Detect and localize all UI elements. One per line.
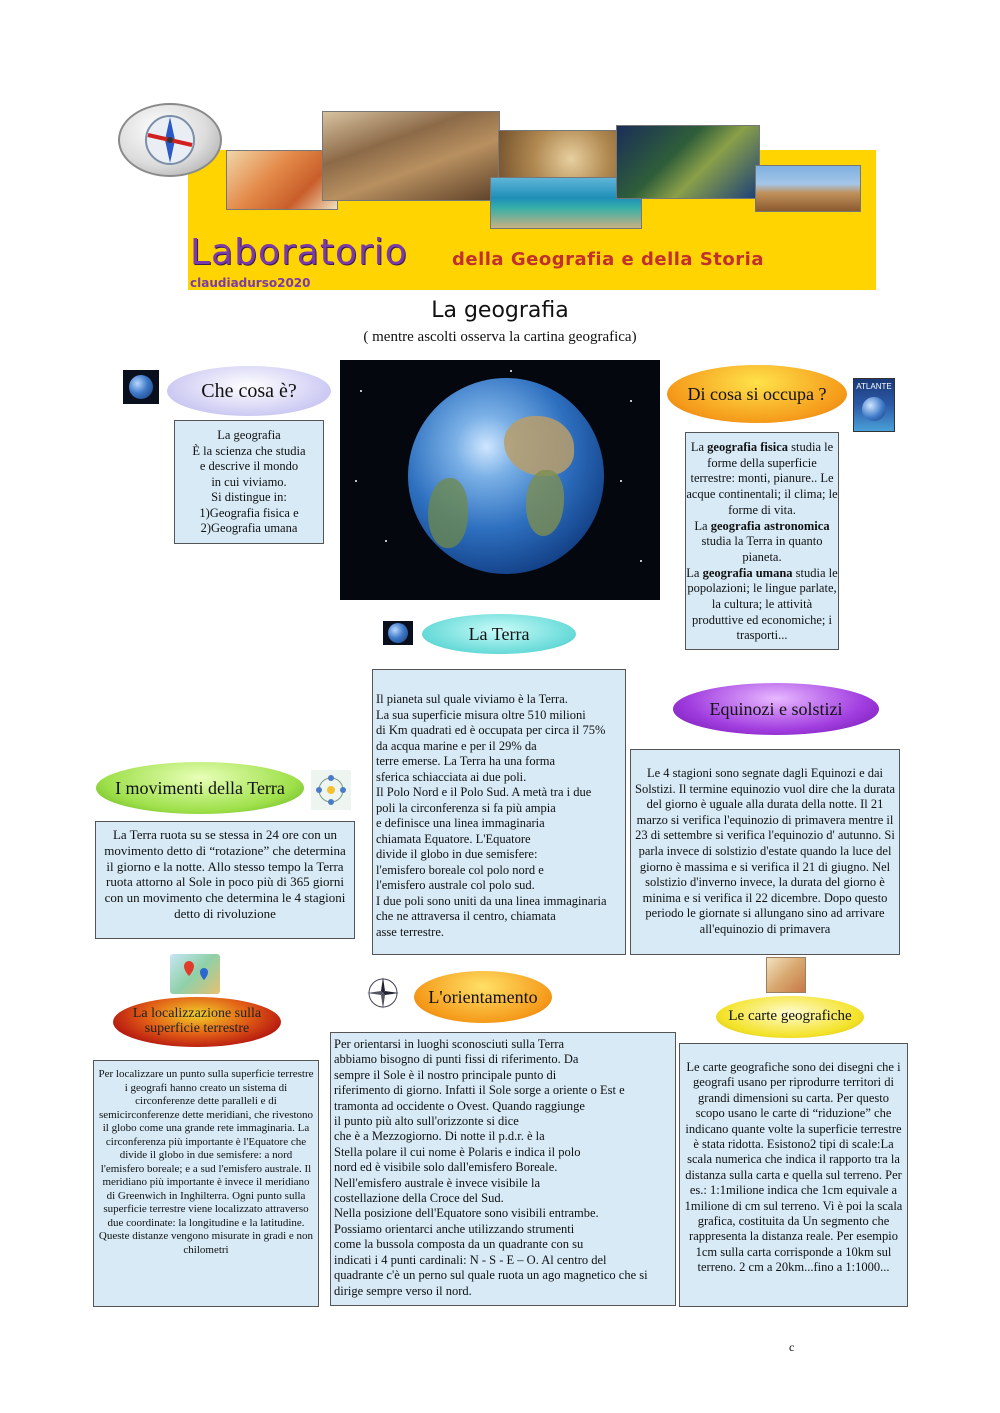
map-pin-icon — [170, 954, 220, 994]
page-title: La geografia — [431, 298, 569, 323]
movimenti-label: I movimenti della Terra — [115, 777, 285, 798]
che-cosa-line: 1)Geografia fisica e — [199, 505, 299, 520]
orbit-diagram-icon — [311, 770, 351, 810]
che-cosa-label: Che cosa è? — [201, 379, 297, 402]
che-cosa-line: e descrive il mondo — [199, 459, 299, 473]
equinozi-bubble[interactable] — [673, 683, 879, 735]
paper-map-icon — [766, 957, 806, 993]
geografia-fisica-term: geografia fisica — [707, 440, 789, 454]
equinozi-box: Le 4 stagioni sono segnate dagli Equinozi e dai Solstizi. Il termine equinozio vuol dire che la durata del giorno è uguale alla durata della notte. Il 21 marzo si verifica l'equinozio di primavera mentre il 23 di settembre si verifica l'equinozio d' autunno. Si parla invece di solstizio d'estate quando la luce del giorno è massima e si verifica il 21 di giugno. Nel solstizio d'inverno invece, la durata del giorno è minima e si verifica il 22 dicembre. Dopo questo periodo le giornate si allungano sino ad arrivare all'equinozio di primavera — [630, 749, 900, 955]
orientamento-label: L'orientamento — [428, 986, 538, 1007]
che-cosa-line: 2)Geografia umana — [200, 521, 298, 535]
globe-icon — [123, 370, 159, 404]
earth-globe — [408, 378, 604, 574]
movimenti-box: La Terra ruota su se stessa in 24 ore con un movimento detto di “rotazione” che determina il giorno e la notte. Allo stesso tempo la Terra ruota attorno al Sole in poco più di 365 giorni con un movimento che determina le 4 stagioni detto di rivoluzione — [95, 821, 355, 939]
globe-icon — [383, 621, 413, 645]
di-cosa-text: La — [694, 518, 711, 533]
di-cosa-text: studia la Terra in quanto pianeta. — [701, 534, 823, 564]
footer-mark: c — [789, 1340, 795, 1354]
banner-title: Laboratorio — [190, 232, 408, 273]
geografia-umana-term: geografia umana — [702, 565, 793, 580]
localizzazione-box: Per localizzare un punto sulla superficie terrestre i geografi hanno creato un sistema di circonferenze dette paralleli e di semicirconferenze dette meridiani, che rivestono il globo come una grande rete immaginaria. La circonferenza più importante è l'Equatore che divide il globo in due semisfere: a nord l'emisfero boreale; e a sud l'emisfero australe. Il meridiano più importante è invece il meridiano di Greenwich in Inghilterra. Ogni punto sulla superficie terrestre viene localizzato attraverso due coordinate: la longitudine e la latitudine. Queste distanze vengono misurate in gradi e non chilometri — [93, 1060, 319, 1307]
roman-painting-photo — [322, 111, 500, 201]
la-terra-label: La Terra — [468, 623, 530, 644]
earth-image — [340, 360, 660, 600]
che-cosa-bubble[interactable] — [167, 366, 331, 416]
localizzazione-bubble[interactable] — [113, 997, 281, 1047]
page-subtitle: ( mentre ascolti osserva la cartina geografica) — [363, 329, 637, 345]
colosseum-photo — [755, 165, 861, 212]
compass-icon — [120, 105, 220, 175]
geografia-astronomica-term: geografia astronomica — [710, 518, 830, 533]
di-cosa-bubble[interactable] — [667, 365, 847, 423]
atlas-book-icon — [853, 378, 895, 432]
di-cosa-text: studia le popolazioni; le lingue parlate, la cultura; le attività produttive ed economiche; i trasporti... — [687, 565, 838, 643]
carte-label: Le carte geografiche — [728, 1008, 852, 1025]
di-cosa-text: studia le forme della superficie terrestre: monti, pianure.. Le acque continentali; il clima; le forme di vita. — [686, 440, 838, 517]
compass-logo — [118, 103, 222, 177]
che-cosa-box — [174, 420, 324, 544]
che-cosa-line: Si distingue in: — [211, 490, 287, 504]
carte-bubble[interactable] — [716, 996, 864, 1038]
equinozi-label: Equinozi e solstizi — [709, 698, 843, 719]
carte-box: Le carte geografiche sono dei disegni che i geografi usano per riprodurre territori di grandi dimensioni su carta. Per questo scopo usano le carte di “riduzione” che indicano quante volte la superficie terrestre è stata ridotta. Esistono2 tipi di scale:La scala numerica che indica il rapporto tra la distanza sulla carta e quella sul terreno. Per es.: 1:1milione indica che 1cm equivale a 1milione di cm sul terreno. Vi è poi la scala grafica, costituita da Un segmento che rappresenta la distanza reale. Per esempio 1cm sulla carta corrisponde a 10km sul terreno. 2 cm a 20km...fino a 1:1000... — [679, 1043, 908, 1307]
orientamento-bubble[interactable] — [414, 971, 552, 1023]
che-cosa-line: La geografia — [217, 428, 281, 442]
di-cosa-text: La — [686, 565, 703, 580]
banner-author: claudiadurso2020 — [190, 276, 311, 290]
localizzazione-label: La localizzazione sulla superficie terrestre — [132, 1006, 262, 1036]
di-cosa-box — [685, 432, 839, 650]
banner-subtitle: della Geografia e della Storia — [452, 249, 764, 270]
di-cosa-label: Di cosa si occupa ? — [687, 383, 827, 404]
la-terra-box: Il pianeta sul quale viviamo è la Terra. La sua superficie misura oltre 510 milioni di Km quadrati ed è occupata per circa il 75% da acqua marine e per il 29% da terre emerse. La Terra ha una forma sferica schiacciata ai due poli. Il Polo Nord e il Polo Sud. A metà tra i due poli la circonferenza si fa più ampia e definisce una linea immaginaria chiamata Equatore. L'Equatore divide il globo in due semisfere: l'emisfero boreale col polo nord e l'emisfero australe col polo sud. I due poli sono uniti da una linea immaginaria che ne attraversa il centro, chiamata asse terrestre. — [372, 669, 626, 955]
che-cosa-line: È la scienza che studia — [192, 443, 306, 458]
compass-rose-icon — [363, 975, 403, 1011]
italy-satellite-photo — [616, 125, 760, 199]
di-cosa-text: La — [690, 440, 708, 454]
la-terra-bubble[interactable] — [422, 614, 576, 654]
atlas-icon-text: ATLANTE — [856, 382, 892, 391]
movimenti-bubble[interactable] — [96, 762, 304, 814]
orientamento-box: Per orientarsi in luoghi sconosciuti sulla Terra abbiamo bisogno di punti fissi di riferimento. Da sempre il Sole è il nostro principale punto di riferimento di giorno. Infatti il Sole sorge a oriente o Est e tramonta ad occidente o Ovest. Quando raggiunge il punto più alto sull'orizzonte si dice che è a Mezzogiorno. Di notte il p.d.r. è la Stella polare il cui nome è Polaris e indica il polo nord ed è visibile solo dall'emisfero Boreale. Nell'emisfero australe è invece visibile la costellazione della Croce del Sud. Nella posizione dell'Equatore sono visibili entrambe. Possiamo orientarci anche utilizzando strumenti come la bussola composta da un quadrante con su indicati i 4 punti cardinali: N - S - E – O. Al centro del quadrante c'è un perno sul quale ruota un ago magnetico che si dirige sempre verso il nord. — [330, 1032, 676, 1306]
che-cosa-line: in cui viviamo. — [211, 474, 287, 489]
